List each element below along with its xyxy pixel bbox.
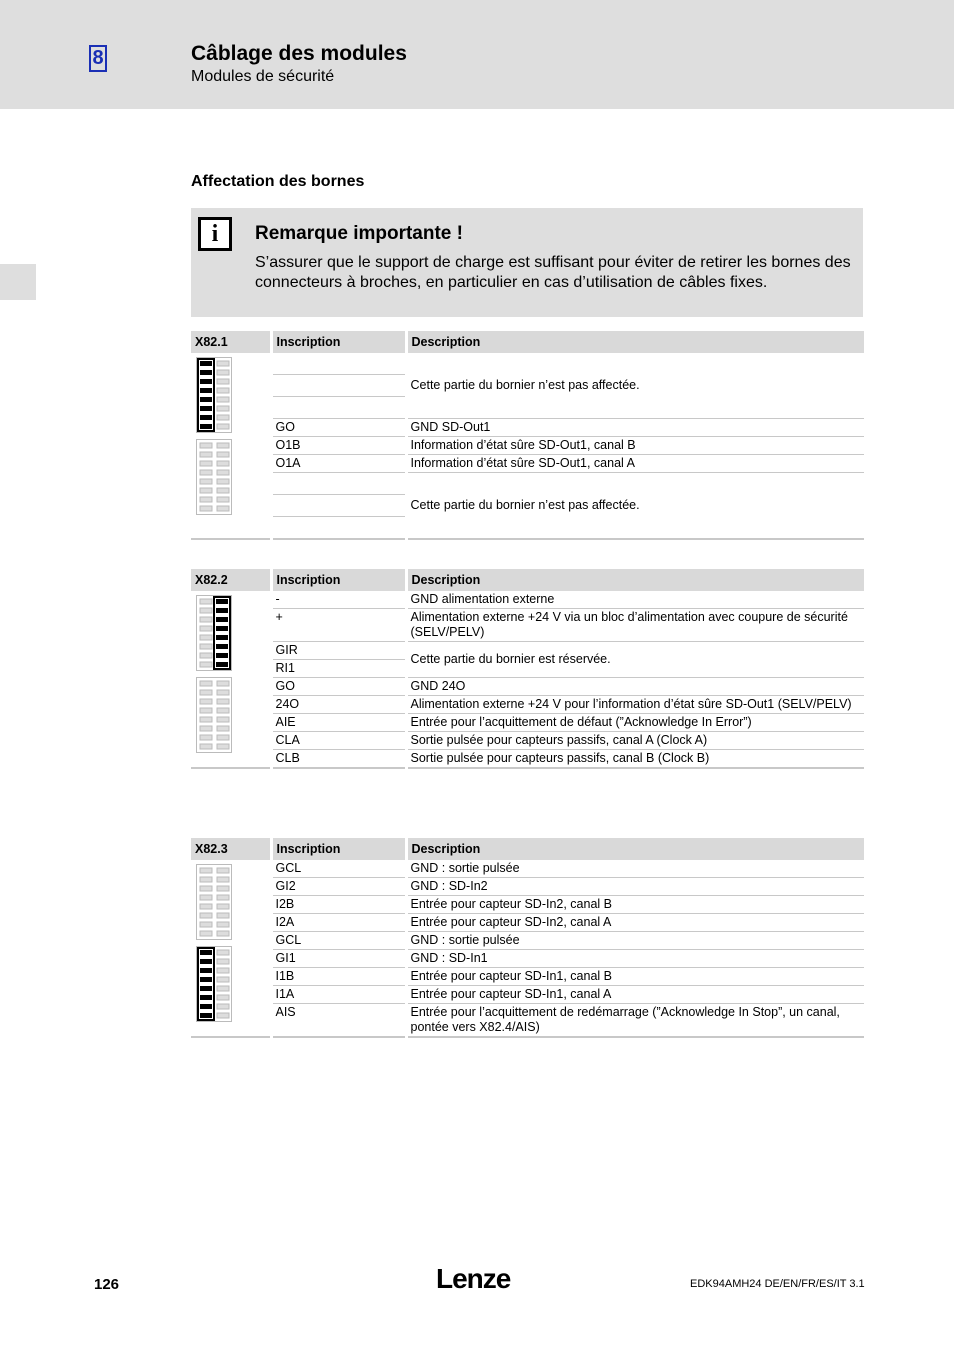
label-cell: I1A [271,986,406,1004]
empty-label-cell [271,517,406,540]
description-cell: GND SD-Out1 [406,419,864,437]
table-row [191,419,864,437]
description-cell: GND : SD-In2 [406,878,864,896]
table-row [191,968,864,986]
table-id: X82.2 [191,569,271,591]
header-band [0,0,954,109]
column-header-inscription: Inscription [271,569,406,591]
description-cell: Information d’état sûre SD-Out1, canal B [406,437,864,455]
description-cell: Entrée pour capteur SD-In1, canal A [406,986,864,1004]
pin-table-x82-2 [191,569,864,769]
table-row [191,591,864,609]
connector-upper-icon [196,864,232,940]
table-row [191,437,864,455]
label-cell: + [271,609,406,642]
label-cell: I2B [271,896,406,914]
label-cell: GI1 [271,950,406,968]
side-tab-marker [0,264,36,300]
page-number: 126 [94,1276,120,1293]
label-cell: 24O [271,696,406,714]
description-cell: GND alimentation externe [406,591,864,609]
section-title: Affectation des bornes [191,173,365,190]
table-row [191,950,864,968]
table-row [191,1004,864,1038]
connector-lower-icon [196,439,232,515]
description-cell: Information d’état sûre SD-Out1, canal A [406,455,864,473]
label-cell: CLB [271,750,406,769]
note-title: Remarque importante ! [255,223,463,244]
table-row [191,878,864,896]
table-row [191,642,864,660]
description-cell: GND : sortie pulsée [406,932,864,950]
description-cell: Entrée pour capteur SD-In1, canal B [406,968,864,986]
column-header-description: Description [406,838,864,860]
empty-label-cell [271,495,406,517]
document-reference: EDK94AMH24 DE/EN/FR/ES/IT 3.1 [690,1278,865,1290]
column-header-description: Description [406,331,864,353]
label-cell: AIE [271,714,406,732]
label-cell: GCL [271,860,406,878]
label-cell: GIR [271,642,406,660]
connector-diagram [191,353,271,539]
description-cell: GND : SD-In1 [406,950,864,968]
label-cell: AIS [271,1004,406,1038]
info-icon: i [198,217,232,251]
connector-lower-icon [196,677,232,753]
label-cell: I1B [271,968,406,986]
table-row [191,750,864,769]
label-cell: - [271,591,406,609]
description-cell: Alimentation externe +24 V via un bloc d’alimentation avec coupure de sécurité (SELV/PELV) [406,609,864,642]
description-cell: Cette partie du bornier n’est pas affectée. [406,353,864,419]
description-cell: Cette partie du bornier est réservée. [406,642,864,678]
label-cell: O1B [271,437,406,455]
description-cell: Alimentation externe +24 V pour l’information d’état sûre SD-Out1 (SELV/PELV) [406,696,864,714]
table-row [191,896,864,914]
description-cell: Entrée pour capteur SD-In2, canal A [406,914,864,932]
chapter-title: Câblage des modules [191,42,407,65]
empty-label-cell [271,473,406,495]
important-note [191,208,863,317]
table-row [191,696,864,714]
table-row [191,455,864,473]
connector-upper-icon [196,595,232,671]
chapter-number: 8 [89,45,107,72]
description-cell: Sortie pulsée pour capteurs passifs, canal B (Clock B) [406,750,864,769]
table-id: X82.1 [191,331,271,353]
label-cell: I2A [271,914,406,932]
empty-label-cell [271,375,406,397]
description-cell: Entrée pour l’acquittement de défaut (”Acknowledge In Error”) [406,714,864,732]
label-cell: CLA [271,732,406,750]
column-header-inscription: Inscription [271,838,406,860]
pin-table-x82-3 [191,838,864,1038]
lenze-logo: Lenze [436,1263,511,1294]
description-cell: Entrée pour capteur SD-In2, canal B [406,896,864,914]
table-row [191,732,864,750]
column-header-description: Description [406,569,864,591]
table-row [191,914,864,932]
pin-table-x82-1 [191,331,864,540]
column-header-inscription: Inscription [271,331,406,353]
connector-lower-icon [196,946,232,1022]
connector-diagram [191,591,271,768]
table-row [191,609,864,642]
table-row [191,860,864,878]
table-row [191,932,864,950]
empty-label-cell [271,353,406,375]
label-cell: O1A [271,455,406,473]
description-cell: GND 24O [406,678,864,696]
empty-label-cell [271,397,406,419]
table-row [191,714,864,732]
label-cell: GI2 [271,878,406,896]
description-cell: Cette partie du bornier n’est pas affectée. [406,473,864,540]
description-cell: GND : sortie pulsée [406,860,864,878]
description-cell: Entrée pour l’acquittement de redémarrage (”Acknowledge In Stop”, un canal, pontée vers X82.4/AIS) [406,1004,864,1038]
table-id: X82.3 [191,838,271,860]
label-cell: GO [271,419,406,437]
table-row [191,678,864,696]
table-row [191,986,864,1004]
description-cell: Sortie pulsée pour capteurs passifs, canal A (Clock A) [406,732,864,750]
connector-upper-icon [196,357,232,433]
label-cell: GO [271,678,406,696]
label-cell: GCL [271,932,406,950]
label-cell: RI1 [271,660,406,678]
chapter-subtitle: Modules de sécurité [191,68,335,85]
connector-diagram [191,860,271,1037]
note-text: S’assurer que le support de charge est suffisant pour éviter de retirer les bornes des connecteurs à broches, en particulier en cas d’utilisation de câbles fixes. [255,254,851,291]
